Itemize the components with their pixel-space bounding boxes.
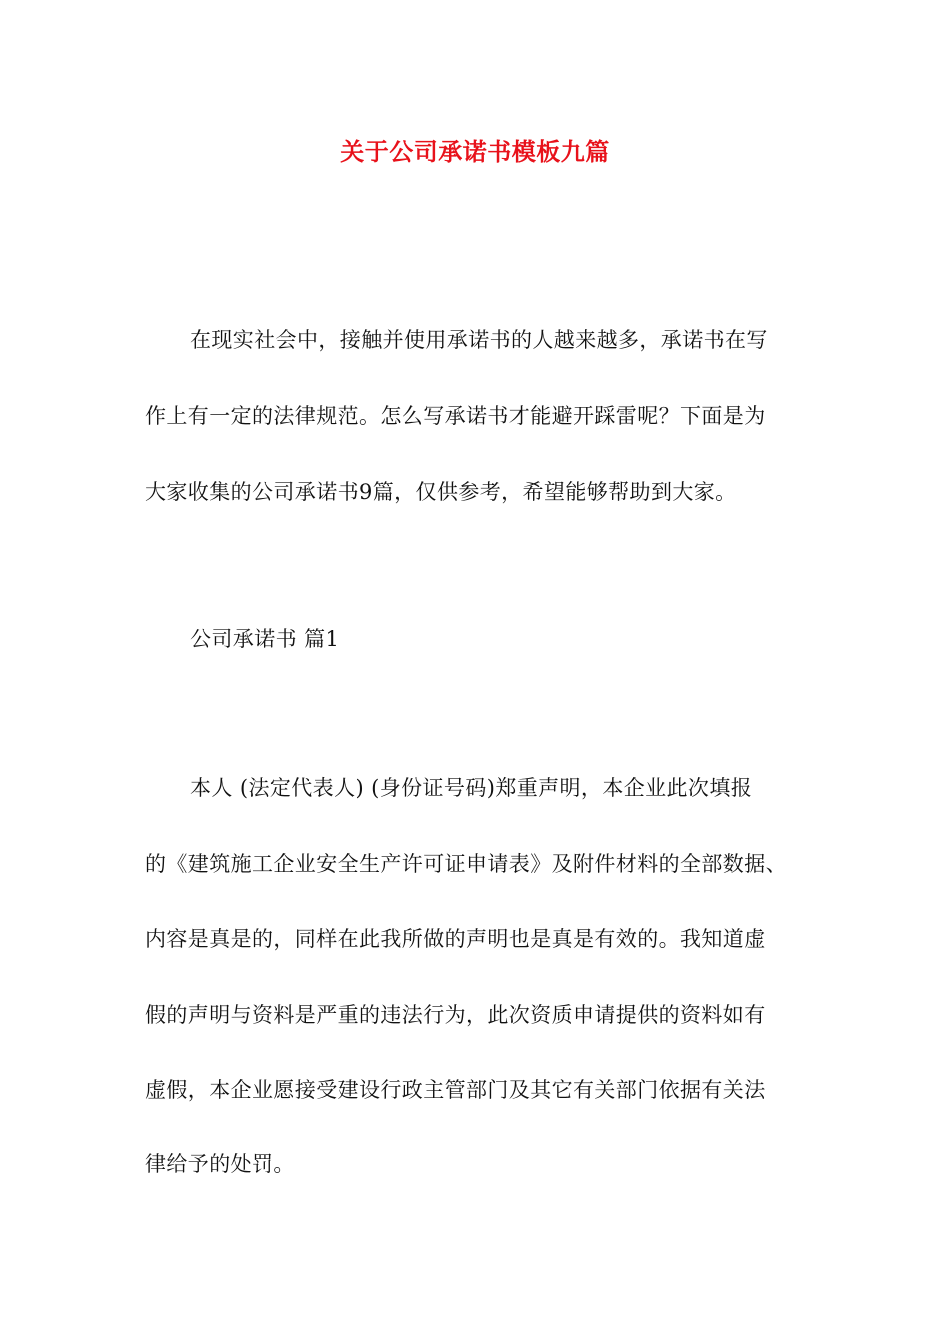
body-line-3: 内容是真是的，同样在此我所做的声明也是真是有效的。我知道虚 xyxy=(145,927,766,951)
body-line-2: 的《建筑施工企业安全生产许可证申请表》及附件材料的全部数据、 xyxy=(145,852,787,876)
body-line-1: 本人 (法定代表人) (身份证号码)郑重声明，本企业此次填报 xyxy=(190,776,753,800)
section-heading: 公司承诺书 篇1 xyxy=(190,627,340,651)
document-title: 关于公司承诺书模板九篇 xyxy=(340,138,610,166)
intro-line-1: 在现实社会中，接触并使用承诺书的人越来越多，承诺书在写 xyxy=(190,328,768,352)
intro-line-3: 大家收集的公司承诺书9篇，仅供参考，希望能够帮助到大家。 xyxy=(145,480,737,504)
body-line-6: 律给予的处罚。 xyxy=(145,1152,295,1176)
intro-line-2: 作上有一定的法律规范。怎么写承诺书才能避开踩雷呢？下面是为 xyxy=(145,404,766,428)
body-line-4: 假的声明与资料是严重的违法行为，此次资质申请提供的资料如有 xyxy=(145,1003,766,1027)
body-line-5: 虚假，本企业愿接受建设行政主管部门及其它有关部门依据有关法 xyxy=(145,1078,766,1102)
